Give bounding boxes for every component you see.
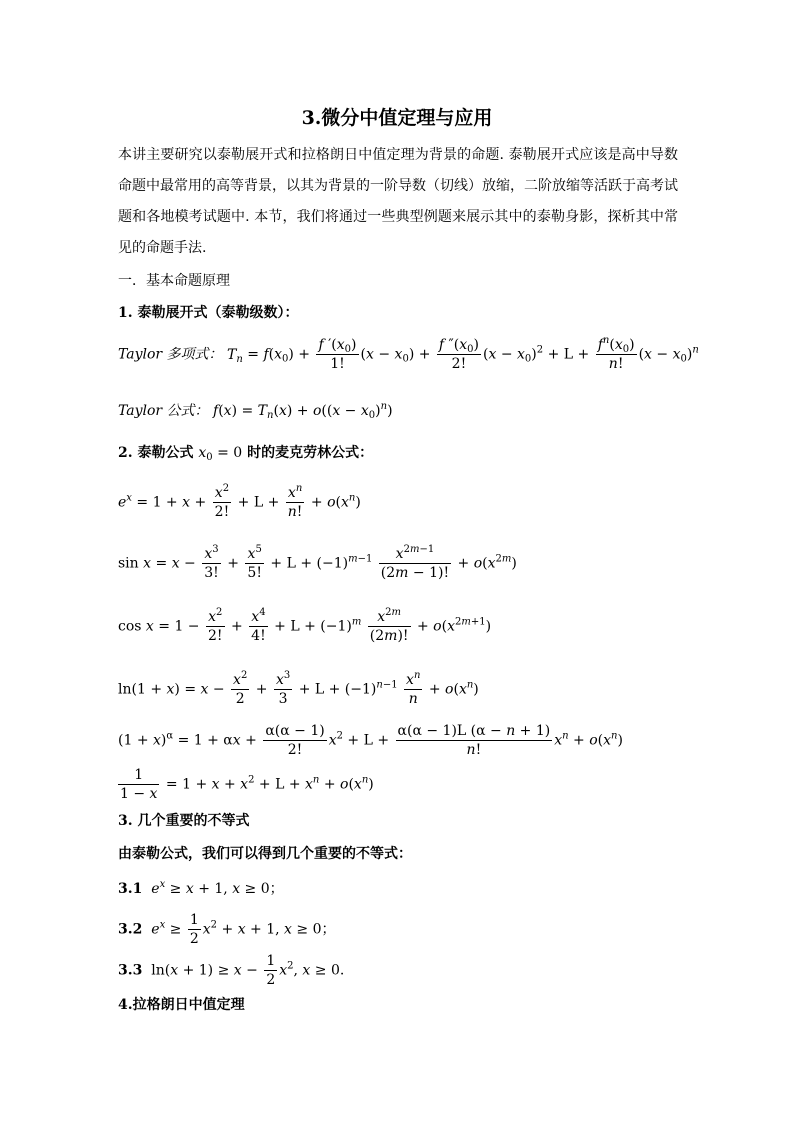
intro-paragraph: 本讲主要研究以泰勒展开式和拉格朗日中值定理为背景的命题. 泰勒展开式应该是高中导数命题中最常用的高等背景，以其为背景的一阶导数（切线）放缩，二阶放缩等活跃于高考试题和各地模考试题中. 本节，我们将通过一些典型例题来展示其中的泰勒身影，探析其中常见的命题手法. xyxy=(118,147,678,256)
section-heading-1: 一．基本命题原理 xyxy=(118,273,230,289)
exp-series-equation: $e^x = 1 + x$ + $\frac{x^2}{2!}$ + L + $\frac{x^n}{n!}$ + $o(x^n)$ xyxy=(118,483,361,520)
subheading-taylor-expansion: 1. 泰勒展开式（泰勒级数）： xyxy=(118,305,299,321)
taylor-polynomial-equation: Taylor 多项式： $T_n = f(x_0)$ + $\frac{f '(x_0)}{1!}$ $(x - x_0)$ + $\frac{f ''(x_0)}{2!}$ $(x - x_0)^2 + L$ + $\frac{f^n(x_0)}{n!}$ $(x - x_0)^n$ xyxy=(118,335,699,372)
taylor-formula-equation: Taylor 公式： $f(x) = T_n(x) + o((x - x_0)^n)$ xyxy=(118,401,393,421)
inequality-3-3: 3.3 ln(x + 1) ≥ x − $\frac{1}{2}$ $x^2$, x ≥ 0. xyxy=(118,953,345,988)
sin-series-equation: sin x = x − $\frac{x^3}{3!}$ + $\frac{x^5}{5!}$ + $L + (-1)^{m-1}$ $\frac{x^{2m-1}}{(2m - 1)!}$ + $o(x^{2m})$ xyxy=(118,544,517,581)
cos-series-equation: cos x = 1 − $\frac{x^2}{2!}$ + $\frac{x^4}{4!}$ + $L + (-1)^m$ $\frac{x^{2m}}{(2m)!}$ + $o(x^{2m+1})$ xyxy=(118,607,492,644)
taylor-polynomial-label: Taylor 多项式： xyxy=(118,346,223,363)
page-title: 3.微分中值定理与应用 xyxy=(301,107,493,129)
inequality-3-1: 3.1 $e^x \ge x + 1$, x ≥ 0； xyxy=(118,879,284,897)
subheading-maclaurin: 2. 泰勒公式 $x_0 = 0$ 时的麦克劳林公式： xyxy=(118,445,374,463)
taylor-formula-label: Taylor 公式： xyxy=(118,403,209,419)
ln-series-equation: ln(1 + x) = x − $\frac{x^2}{2}$ + $\frac{x^3}{3}$ + $L + (-1)^{n-1}$ $\frac{x^n}{n}$ + $o(x^n)$ xyxy=(118,670,479,707)
subheading-inequalities: 3. 几个重要的不等式 xyxy=(118,813,250,829)
binomial-series-equation: $(1 + x)^\alpha = 1 + \alpha x$ + $\frac{\alpha(\alpha - 1)}{2!}$ $x^2 + L$ + $\frac{\alpha(\alpha - 1)L (\alpha - n + 1)}{n!}$ $x^n + o(x^n)$ xyxy=(118,723,623,758)
subheading-lagrange: 4.拉格朗日中值定理 xyxy=(118,997,245,1013)
inequalities-intro: 由泰勒公式，我们可以得到几个重要的不等式： xyxy=(118,846,412,862)
geometric-series-equation: $\frac{1}{1 - x}$ = $1 + x + x^2 + L + x^n + o(x^n)$ xyxy=(120,767,374,802)
inequality-3-2: 3.2 $e^x$ ≥ $\frac{1}{2}$ $x^2 + x + 1$, x ≥ 0； xyxy=(118,912,336,947)
